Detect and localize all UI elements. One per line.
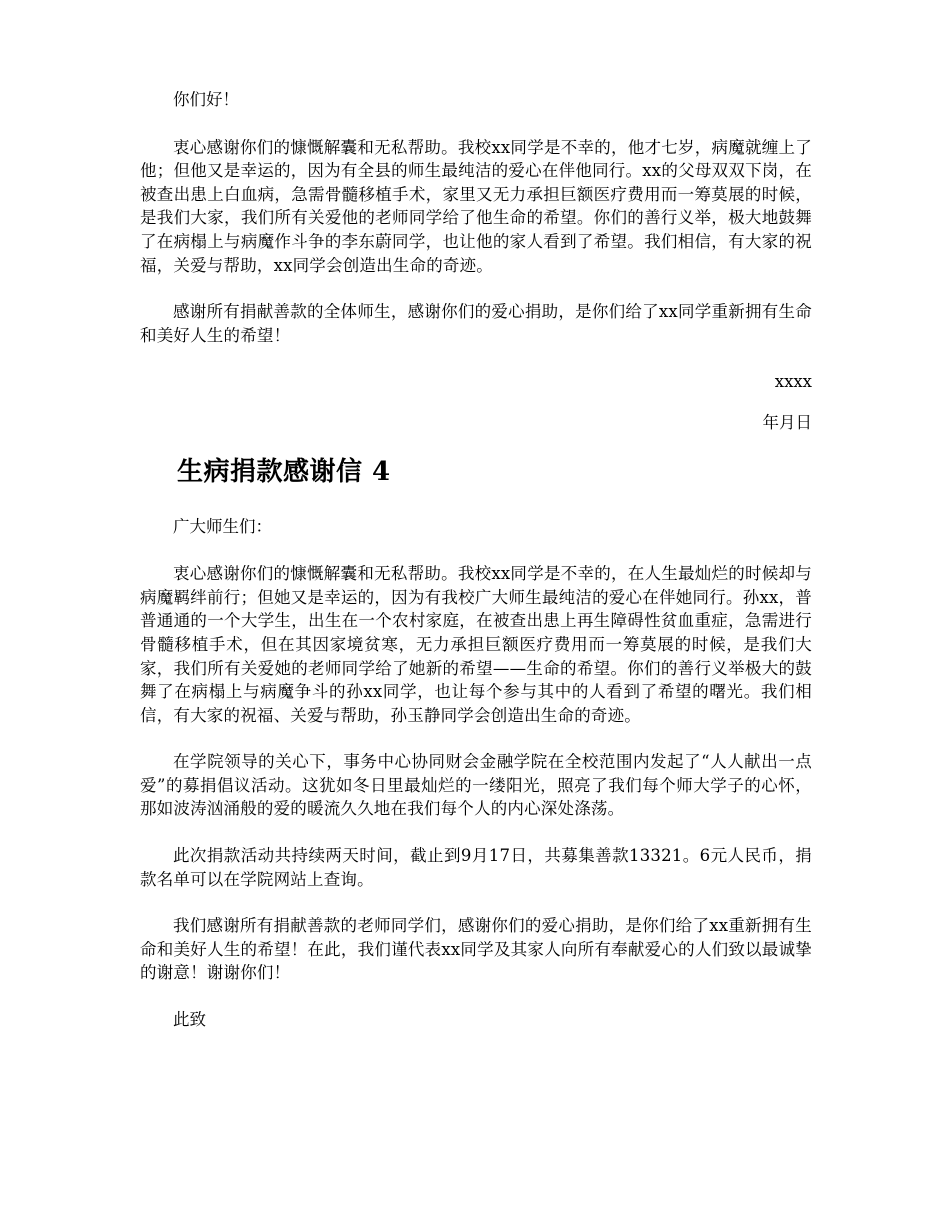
letter3-paragraph-2: 感谢所有捐献善款的全体师生，感谢你们的爱心捐助，是你们给了xx同学重新拥有生命和美好人生的希望！ bbox=[140, 302, 812, 345]
letter4-closing: 此致 bbox=[173, 1010, 206, 1030]
letter3-paragraph-1: 衷心感谢你们的慷慨解囊和无私帮助。我校xx同学是不幸的，他才七岁，病魔就缠上了他；但他又是幸运的，因为有全县的师生最纯洁的爱心在伴他同行。xx的父母双双下岗，在被查出患上白血病，急需骨髓移植手术，家里又无力承担巨额医疗费用而一筹莫展的时候，是我们大家，我们所有关爱他的老师同学给了他生命的希望。你们的善行义举，极大地鼓舞了在病榻上与病魔作斗争的李东蔚同学，也让他的家人看到了希望。我们相信，有大家的祝福，关爱与帮助，xx同学会创造出生命的奇迹。 bbox=[140, 137, 812, 275]
document-page bbox=[140, 88, 812, 1056]
letter3-greeting: 你们好！ bbox=[173, 90, 239, 109]
letter4-paragraph-3: 此次捐款活动共持续两天时间，截止到9月17日，共募集善款13321。6元人民币，捐款名单可以在学院网站上查询。 bbox=[140, 846, 812, 889]
letter4-paragraph-4: 我们感谢所有捐献善款的老师同学们，感谢你们的爱心捐助，是你们给了xx重新拥有生命和美好人生的希望！在此，我们谨代表xx同学及其家人向所有奉献爱心的人们致以最诚挚的谢意！谢谢你们！ bbox=[140, 916, 812, 983]
letter4-title: 生病捐款感谢信 4 bbox=[177, 456, 391, 487]
letter4-paragraph-2: 在学院领导的关心下，事务中心协同财会金融学院在全校范围内发起了“人人献出一点爱”的募捐倡议活动。这犹如冬日里最灿烂的一缕阳光，照亮了我们每个师大学子的心怀，那如波涛汹涌般的爱的暖流久久地在我们每个人的内心深处涤荡。 bbox=[140, 752, 812, 819]
letter4-greeting: 广大师生们： bbox=[173, 516, 272, 536]
letter3-date: 年月日 bbox=[762, 412, 812, 432]
letter4-paragraph-1: 衷心感谢你们的慷慨解囊和无私帮助。我校xx同学是不幸的，在人生最灿烂的时候却与病魔羁绊前行；但她又是幸运的，因为有我校广大师生最纯洁的爱心在伴她同行。孙xx，普普通通的一个大学生，出生在一个农村家庭，在被查出患上再生障碍性贫血重症，急需进行骨髓移植手术，但在其因家境贫寒，无力承担巨额医疗费用而一筹莫展的时候，是我们大家，我们所有关爱她的老师同学给了她新的希望——生命的希望。你们的善行义举极大的鼓舞了在病榻上与病魔争斗的孙xx同学，也让每个参与其中的人看到了希望的曙光。我们相信，有大家的祝福、关爱与帮助，孙玉静同学会创造出生命的奇迹。 bbox=[140, 564, 812, 725]
letter3-signature: xxxx bbox=[774, 372, 812, 392]
